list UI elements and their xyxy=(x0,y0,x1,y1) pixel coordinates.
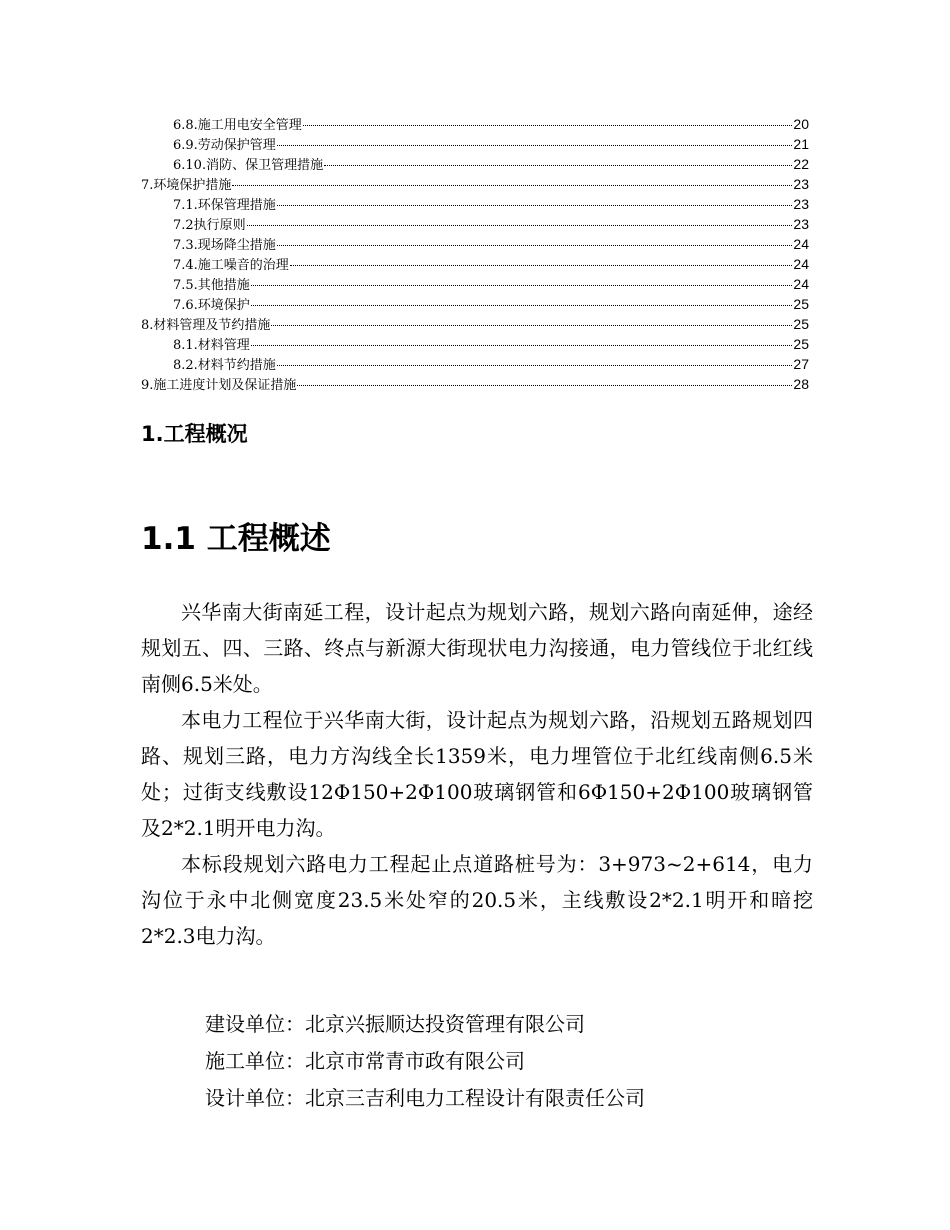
toc-entry[interactable] xyxy=(141,354,809,374)
toc-page-number: 24 xyxy=(793,256,809,272)
construction-contractor: 施工单位：北京市常青市政有限公司 xyxy=(205,1049,525,1073)
toc-page-number: 21 xyxy=(793,136,809,152)
toc-entry-title: 7.环境保护措施 xyxy=(141,178,232,193)
toc-dot-leader xyxy=(290,265,793,266)
toc-page-number: 24 xyxy=(793,236,809,252)
toc-entry-title: 7.6.环境保护 xyxy=(173,298,250,313)
toc-entry-title: 7.5.其他措施 xyxy=(173,278,250,293)
toc-page-number: 24 xyxy=(793,276,809,292)
toc-page-number: 25 xyxy=(793,296,809,312)
toc-page-number: 25 xyxy=(793,336,809,352)
toc-entry[interactable] xyxy=(141,334,809,354)
toc-entry-title: 7.4.施工噪音的治理 xyxy=(173,258,289,273)
toc-page-number: 23 xyxy=(793,196,809,212)
paragraph: 本标段规划六路电力工程起止点道路桩号为：3+973~2+614，电力沟位于永中北侧宽度23.5米处窄的20.5米，主线敷设2*2.1明开和暗挖2*2.3电力沟。 xyxy=(141,852,813,948)
toc-entry[interactable] xyxy=(141,314,809,334)
toc-entry[interactable] xyxy=(141,174,809,194)
toc-page-number: 23 xyxy=(793,216,809,232)
toc-dot-leader xyxy=(247,225,793,226)
toc-dot-leader xyxy=(232,185,792,186)
toc-entry[interactable] xyxy=(141,374,809,394)
paragraph: 兴华南大街南延工程，设计起点为规划六路，规划六路向南延伸，途经规划五、四、三路、终点与新源大街现状电力沟接通，电力管线位于北红线南侧6.5米处。 xyxy=(141,600,813,696)
body-text xyxy=(141,594,813,954)
toc-dot-leader xyxy=(251,345,793,346)
toc-dot-leader xyxy=(251,285,793,286)
toc-dot-leader xyxy=(277,145,793,146)
toc-entry-title: 6.9.劳动保护管理 xyxy=(173,138,276,153)
toc-page-number: 20 xyxy=(793,116,809,132)
section-heading-1-1: 1.1 工程概述 xyxy=(141,521,331,557)
toc-dot-leader xyxy=(297,385,792,386)
toc-dot-leader xyxy=(324,165,792,166)
toc-entry-title: 6.8.施工用电安全管理 xyxy=(173,118,302,133)
table-of-contents xyxy=(141,114,809,394)
toc-entry[interactable] xyxy=(141,274,809,294)
toc-entry-title: 7.1.环保管理措施 xyxy=(173,198,276,213)
section-heading-1: 1.工程概况 xyxy=(141,422,248,446)
toc-entry[interactable] xyxy=(141,134,809,154)
toc-dot-leader xyxy=(251,305,793,306)
construction-owner: 建设单位：北京兴振顺达投资管理有限公司 xyxy=(205,1012,585,1036)
toc-entry[interactable] xyxy=(141,154,809,174)
toc-entry[interactable] xyxy=(141,214,809,234)
toc-entry-title: 7.2执行原则 xyxy=(173,218,246,233)
toc-page-number: 27 xyxy=(793,356,809,372)
paragraph: 本电力工程位于兴华南大街，设计起点为规划六路，沿规划五路规划四路、规划三路，电力方沟线全长1359米，电力埋管位于北红线南侧6.5米处；过街支线敷设12Φ150+2Φ100玻璃钢管和6Φ150+2Φ100玻璃钢管及2*2.1明开电力沟。 xyxy=(141,708,813,840)
toc-entry[interactable] xyxy=(141,294,809,314)
toc-dot-leader xyxy=(277,245,793,246)
toc-page-number: 28 xyxy=(793,376,809,392)
toc-entry[interactable] xyxy=(141,254,809,274)
design-unit: 设计单位：北京三吉利电力工程设计有限责任公司 xyxy=(205,1086,645,1110)
toc-entry-title: 8.材料管理及节约措施 xyxy=(141,318,271,333)
toc-entry[interactable] xyxy=(141,234,809,254)
toc-dot-leader xyxy=(303,125,793,126)
toc-entry-title: 8.2.材料节约措施 xyxy=(173,358,276,373)
toc-entry-title: 7.3.现场降尘措施 xyxy=(173,238,276,253)
toc-entry-title: 6.10.消防、保卫管理措施 xyxy=(173,158,324,173)
toc-dot-leader xyxy=(277,205,793,206)
toc-page-number: 22 xyxy=(793,156,809,172)
project-units xyxy=(205,1006,805,1117)
toc-dot-leader xyxy=(271,325,792,326)
toc-entry-title: 9.施工进度计划及保证措施 xyxy=(141,378,297,393)
toc-page-number: 25 xyxy=(793,316,809,332)
toc-entry[interactable] xyxy=(141,194,809,214)
toc-entry[interactable] xyxy=(141,114,809,134)
toc-entry-title: 8.1.材料管理 xyxy=(173,338,250,353)
toc-dot-leader xyxy=(277,365,793,366)
toc-page-number: 23 xyxy=(793,176,809,192)
